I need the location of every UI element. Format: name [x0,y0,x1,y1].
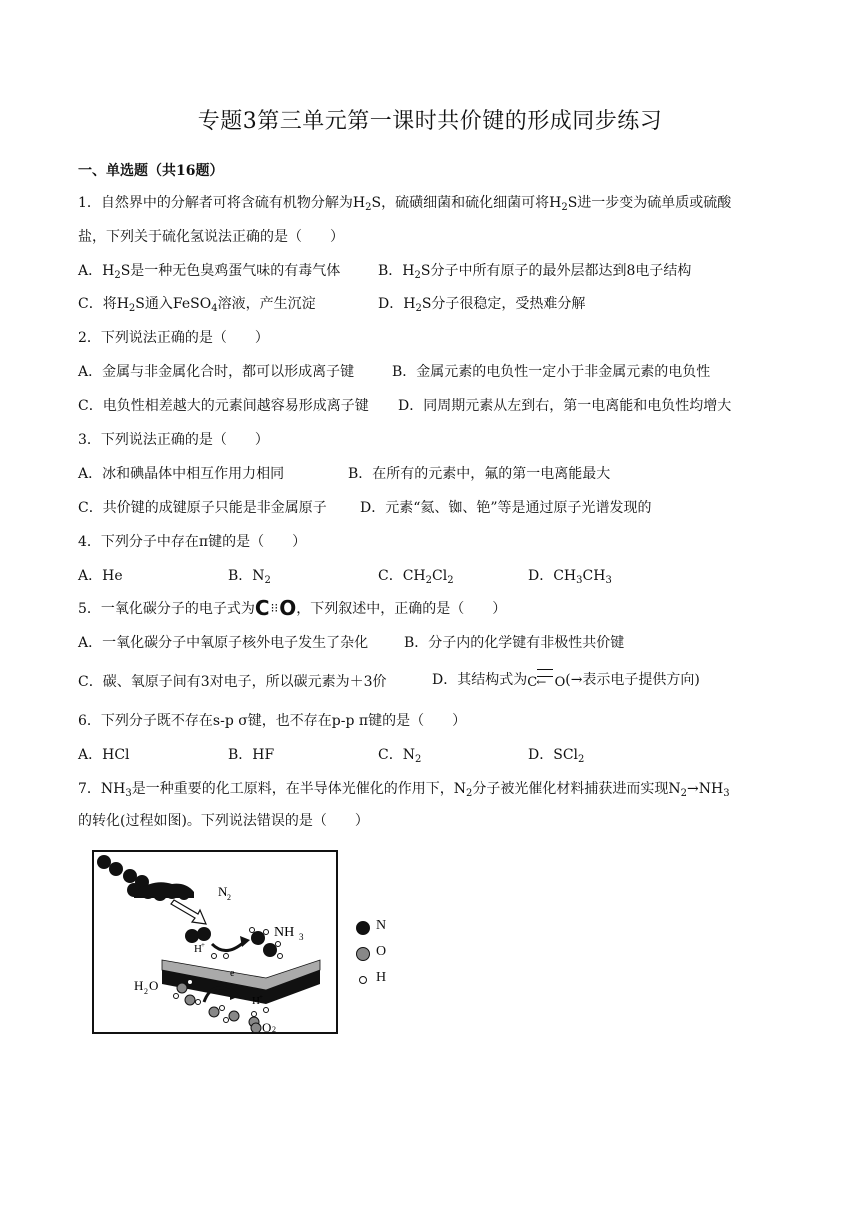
svg-text:+: + [259,993,263,1001]
q2-option-a[interactable]: A．金属与非金属化合时，都可以形成离子键 [78,364,355,380]
svg-text:2: 2 [227,893,231,902]
q3-option-d[interactable]: D．元素“氦、铷、铯”等是通过原子光谱发现的 [360,500,652,516]
svg-text:NH: NH [274,925,295,940]
svg-text:H: H [194,943,202,955]
photocatalysis-figure [92,850,338,1034]
q4-option-a[interactable]: A．He [78,568,123,584]
q6-option-c[interactable]: C．$N_2$ [378,747,422,765]
question-7-stem-cont: 的转化(过程如图)。下列说法错误的是（ ） [78,813,369,829]
q4-option-d[interactable]: D．$CH_3CH_3$ [528,568,612,586]
q5-option-c[interactable]: C．碳、氧原子间有3对电子，所以碳元素为＋3价 [78,674,387,690]
question-1-stem-cont: 盐，下列关于硫化氢说法正确的是（ ） [78,229,344,245]
svg-text:O: O [149,978,159,993]
oxygen-atom-icon [356,947,370,961]
page-title: 专题3第三单元第一课时共价键的形成同步练习 [197,109,663,134]
q5-option-a[interactable]: A．一氧化碳分子中氧原子核外电子发生了杂化 [78,635,369,651]
q1-option-a[interactable]: A．$H_2S$是一种无色臭鸡蛋气味的有毒气体 [78,263,341,281]
question-2-stem: 2．下列说法正确的是（ ） [78,330,269,346]
q6-option-d[interactable]: D．SCl$_2$ [528,747,585,765]
q4-option-b[interactable]: B．$N_2$ [228,568,271,586]
svg-text:3: 3 [299,932,304,942]
question-6-stem: 6．下列分子既不存在s-p σ键，也不存在p-p π键的是（ ） [78,713,467,729]
q4-option-c[interactable]: C．$CH_2Cl_2$ [378,568,454,586]
q3-option-c[interactable]: C．共价键的成键原子只能是非金属原子 [78,500,327,516]
q2-option-d[interactable]: D．同周期元素从左到右，第一电离能和电负性均增大 [398,398,732,414]
nitrogen-atom-icon [356,921,370,935]
question-5-stem: 5．一氧化碳分子的电子式为C⁝⁝O，下列叙述中，正确的是（ ） [78,596,507,620]
svg-text:2: 2 [144,987,148,996]
q6-option-a[interactable]: A．HCl [78,747,130,763]
svg-text:H: H [252,995,260,1007]
q6-option-b[interactable]: B．HF [228,747,275,763]
q5-option-b[interactable]: B．分子内的化学键有非极性共价键 [404,635,625,651]
question-7-stem: 7．$NH_3$是一种重要的化工原料，在半导体光催化的作用下，$N_2$分子被光催化材料捕获进而实现$N_2\to NH_3$ [78,781,730,799]
q1-option-b[interactable]: B．$H_2S$分子中所有原子的最外层都达到8电子结构 [378,263,692,281]
co-structural-formula: C ← O [527,668,565,690]
q3-option-b[interactable]: B．在所有的元素中，氟的第一电离能最大 [348,466,611,482]
svg-text:O: O [262,1020,272,1032]
svg-text:+: + [201,941,205,949]
q1-option-c[interactable]: C．将$H_2S$通入FeSO$_4$溶液，产生沉淀 [78,296,316,314]
svg-text:H: H [134,978,144,993]
photocatalysis-diagram [94,852,336,1032]
svg-text:e: e [230,968,235,979]
q1-option-d[interactable]: D．$H_2S$分子很稳定，受热难分解 [378,296,586,314]
svg-text:2: 2 [272,1025,276,1032]
hydrogen-atom-icon [359,976,367,984]
section-heading: 一、单选题（共16题） [78,163,224,179]
q2-option-c[interactable]: C．电负性相差越大的元素间越容易形成离子键 [78,398,369,414]
question-3-stem: 3．下列说法正确的是（ ） [78,432,269,448]
co-electron-formula: C⁝⁝O [254,596,297,620]
q3-option-a[interactable]: A．冰和碘晶体中相互作用力相同 [78,466,285,482]
q5-option-d[interactable]: D．其结构式为 C ← O (→表示电子提供方向) [432,668,700,690]
question-1-stem: 1．自然界中的分解者可将含硫有机物分解为$H_2S$，硫磺细菌和硫化细菌可将$H_2S$进一步变为硫单质或硫酸 [78,195,732,213]
question-4-stem: 4．下列分子中存在π键的是（ ） [78,534,307,550]
q2-option-b[interactable]: B．金属元素的电负性一定小于非金属元素的电负性 [392,364,711,380]
svg-text:N: N [218,884,228,899]
